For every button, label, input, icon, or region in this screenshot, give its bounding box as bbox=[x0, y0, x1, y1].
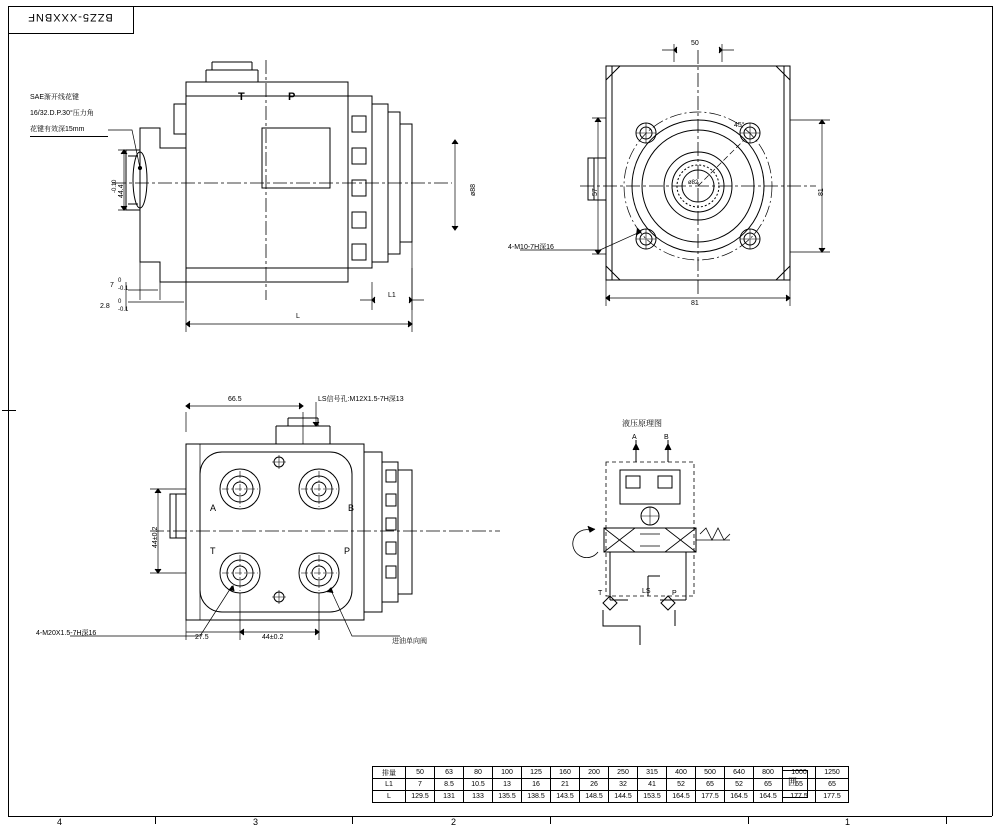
dim-50: 50 bbox=[691, 40, 699, 47]
row-header-2: L bbox=[373, 791, 406, 803]
dim-L: L bbox=[296, 313, 300, 320]
cell-1-12: 65 bbox=[754, 779, 783, 791]
note-spline-1: SAE渐开线花键 bbox=[30, 94, 80, 101]
cell-0-6: 200 bbox=[580, 767, 609, 779]
schematic-P: P bbox=[672, 590, 677, 597]
cell-1-4: 16 bbox=[522, 779, 551, 791]
zone-mark-3: 3 bbox=[253, 817, 259, 827]
note-spline-2: 16/32.D.P.30°压力角 bbox=[30, 110, 94, 117]
dim-44-4: 44.4 bbox=[118, 184, 125, 198]
cell-1-10: 65 bbox=[696, 779, 725, 791]
cell-0-2: 80 bbox=[464, 767, 493, 779]
cell-0-10: 500 bbox=[696, 767, 725, 779]
cell-2-3: 135.5 bbox=[493, 791, 522, 803]
border-top bbox=[8, 6, 992, 7]
port-P-label: P bbox=[344, 546, 351, 556]
cell-2-6: 148.5 bbox=[580, 791, 609, 803]
zone-div-3 bbox=[550, 816, 551, 824]
cell-2-1: 131 bbox=[435, 791, 464, 803]
cell-0-1: 63 bbox=[435, 767, 464, 779]
port-A-label: A bbox=[210, 503, 217, 513]
cell-0-5: 160 bbox=[551, 767, 580, 779]
schematic-A: A bbox=[632, 434, 637, 441]
zone-div-4 bbox=[748, 816, 749, 824]
cell-0-9: 400 bbox=[667, 767, 696, 779]
zone-div-5 bbox=[946, 816, 947, 824]
dim-2-8-tol-low: -0.1 bbox=[118, 307, 129, 313]
cell-0-12: 800 bbox=[754, 767, 783, 779]
cell-1-5: 21 bbox=[551, 779, 580, 791]
row-header-0: 排量 bbox=[373, 767, 406, 779]
table-row bbox=[373, 779, 849, 791]
cell-0-4: 125 bbox=[522, 767, 551, 779]
zone-mark-4: 4 bbox=[57, 817, 63, 827]
zone-mark-1: 1 bbox=[845, 817, 851, 827]
stamp-glyph: 囲 bbox=[788, 777, 798, 787]
row-header-1: L1 bbox=[373, 779, 406, 791]
port-B-label: B bbox=[348, 503, 355, 513]
note-spline-3: 花键有效深15mm bbox=[30, 126, 85, 133]
cell-0-8: 315 bbox=[638, 767, 667, 779]
oil-valve-note: 进油单向阀 bbox=[392, 638, 427, 645]
dim-44-4-tol-up: 0 bbox=[112, 179, 118, 183]
port-label-P: P bbox=[288, 91, 296, 103]
cell-2-4: 138.5 bbox=[522, 791, 551, 803]
thread-m20-note: 4-M20X1.5-7H深16 bbox=[36, 630, 97, 637]
center-tick-left bbox=[2, 410, 16, 411]
cell-2-2: 133 bbox=[464, 791, 493, 803]
table-row bbox=[373, 791, 849, 803]
cell-2-5: 143.5 bbox=[551, 791, 580, 803]
cell-1-6: 26 bbox=[580, 779, 609, 791]
zone-div-2 bbox=[352, 816, 353, 824]
cell-1-3: 13 bbox=[493, 779, 522, 791]
dim-7: 7 bbox=[110, 282, 114, 289]
cell-1-1: 8.5 bbox=[435, 779, 464, 791]
angle-45: 45° bbox=[734, 122, 745, 129]
cell-0-11: 640 bbox=[725, 767, 754, 779]
dim-57: 57 bbox=[592, 188, 599, 196]
cell-0-0: 50 bbox=[406, 767, 435, 779]
cell-1-0: 7 bbox=[406, 779, 435, 791]
zone-mark-2: 2 bbox=[451, 817, 457, 827]
cell-2-8: 153.5 bbox=[638, 791, 667, 803]
dim-L1: L1 bbox=[388, 292, 396, 299]
zone-div-1 bbox=[155, 816, 156, 824]
dim-44-horizontal: 44±0.2 bbox=[262, 634, 284, 641]
schematic-T: T bbox=[598, 590, 603, 597]
cell-2-13: 177.5 bbox=[783, 791, 816, 803]
thread-m10-note: 4-M10-7H深16 bbox=[508, 244, 554, 251]
border-left bbox=[8, 6, 9, 816]
port-label-T: T bbox=[238, 91, 245, 103]
cell-1-2: 10.5 bbox=[464, 779, 493, 791]
table-row bbox=[373, 767, 849, 779]
cell-1-11: 52 bbox=[725, 779, 754, 791]
dim-27-5: 27.5 bbox=[195, 634, 209, 641]
dim-dia-88: ø88 bbox=[470, 183, 477, 196]
ls-hole-note: LS信号孔:M12X1.5-7H深13 bbox=[318, 396, 404, 403]
cell-1-8: 41 bbox=[638, 779, 667, 791]
schematic-B: B bbox=[664, 434, 669, 441]
cell-0-14: 1250 bbox=[816, 767, 849, 779]
spec-table bbox=[372, 766, 849, 803]
cell-1-9: 52 bbox=[667, 779, 696, 791]
border-right bbox=[992, 6, 993, 816]
dim-7-tol-low: -0.1 bbox=[118, 286, 129, 292]
cell-1-13: 65 bbox=[783, 779, 816, 791]
schematic-LS: LS bbox=[642, 588, 651, 595]
cell-1-14: 65 bbox=[816, 779, 849, 791]
cell-2-0: 129.5 bbox=[406, 791, 435, 803]
dim-81-bottom: 81 bbox=[691, 300, 699, 307]
dim-44-4-tol-low: -0.1 bbox=[112, 182, 118, 193]
note-underline bbox=[30, 136, 108, 137]
dim-66-5: 66.5 bbox=[228, 396, 242, 403]
dim-44-vertical: 44±0.2 bbox=[152, 526, 159, 548]
dim-7-tol-up: 0 bbox=[118, 278, 122, 284]
dim-2-8: 2.8 bbox=[100, 303, 110, 310]
cell-1-7: 32 bbox=[609, 779, 638, 791]
cell-2-9: 164.5 bbox=[667, 791, 696, 803]
schematic-title: 液压原理图 bbox=[622, 419, 662, 428]
cell-2-7: 144.5 bbox=[609, 791, 638, 803]
cell-2-10: 177.5 bbox=[696, 791, 725, 803]
cell-0-7: 250 bbox=[609, 767, 638, 779]
dim-2-8-tol-up: 0 bbox=[118, 299, 122, 305]
dia-82: ø82 bbox=[688, 180, 699, 186]
cell-2-11: 164.5 bbox=[725, 791, 754, 803]
cell-2-12: 164.5 bbox=[754, 791, 783, 803]
cell-2-14: 177.5 bbox=[816, 791, 849, 803]
cell-0-13: 1000 bbox=[783, 767, 816, 779]
dim-81-right: 81 bbox=[818, 188, 825, 196]
cell-0-3: 100 bbox=[493, 767, 522, 779]
port-T-label: T bbox=[210, 546, 216, 556]
drawing-code: BZZ5-XXXBNF bbox=[27, 11, 113, 23]
